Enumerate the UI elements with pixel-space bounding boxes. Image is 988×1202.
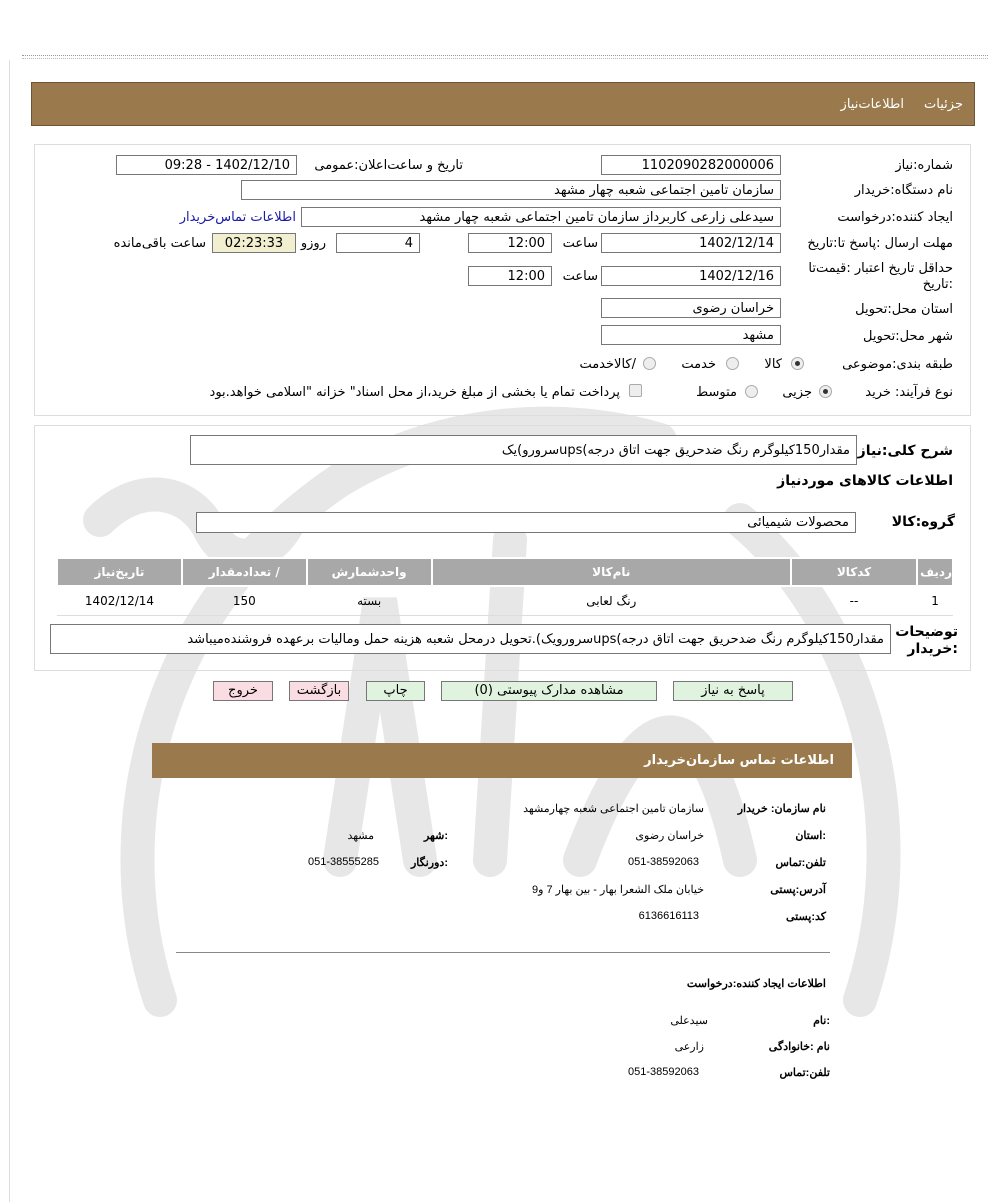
creator-name-label: :نام [813,1015,830,1027]
buyer-notes-field: مقدار150کیلوگرم رنگ ضدحریق جهت اتاق درجه)upsسرورویک).تحویل درمحل شعبه هزینه حمل ومالیات برعهده فروشنده‌میباشد [50,624,891,654]
summary-field: مقدار150کیلوگرم رنگ ضدحریق جهت اتاق درجه)upsسرورو)یک [190,435,857,465]
table-row [57,586,953,616]
validity-time-field: 12:00 [468,266,552,286]
process-medium-radio[interactable] [745,385,758,398]
contact-phone-value: 051-38592063 [628,856,699,868]
contact-postal-label: کد:پستی [785,911,826,923]
goods-table [56,557,954,616]
contact-title: اطلاعات تماس سازمان‌خریدار [644,753,834,768]
cell-quantity: 150 [182,586,307,616]
contact-fax-value: 051-38555285 [308,856,379,868]
contact-postal-value: 6136616113 [638,910,699,922]
days-label: روزو [300,236,326,251]
col-goods-name: نام‌کالا [432,558,791,586]
contact-address-label: آدرس:پستی [770,884,826,896]
category-label: طبقه بندی:موضوعی [842,357,953,372]
need-number-field: 1102090282000006 [601,155,781,175]
validity-time-label: ساعت [562,269,598,284]
category-service-radio[interactable] [726,357,739,370]
contact-phone-label: تلفن:تماس [775,857,826,869]
details-header [31,82,975,126]
cell-need-date: 1402/12/14 [57,586,182,616]
province-label: استان محل:تحویل [855,302,953,317]
remaining-time-field: 02:23:33 [212,233,296,253]
buyer-notes-label-line2: :خریدار [907,641,958,657]
city-label: شهر محل:تحویل [863,329,953,344]
cell-row-number: 1 [917,586,953,616]
back-button[interactable]: بازگشت [289,681,349,701]
contact-address-value: خیابان ملک الشعرا بهار - بین بهار 7 و9 [531,884,704,896]
buyer-org-field: سازمان تامین اجتماعی شعبه چهار مشهد [241,180,781,200]
buyer-contact-link[interactable]: اطلاعات تماس‌خریدار [179,210,296,225]
validity-date-field: 1402/12/16 [601,266,781,286]
contact-org-label: نام سازمان: خریدار [737,803,826,815]
contact-province-value: خراسان رضوی [635,830,704,842]
contact-org-value: سازمان تامین اجتماعی شعبه چهارمشهد [523,803,704,815]
creator-field: سیدعلی زارعی کاربرداز سازمان تامین اجتماعی شعبه چهار مشهد [301,207,781,227]
buyer-notes-label [895,624,958,658]
cell-goods-name: رنگ لعابی [432,586,791,616]
summary-label: شرح کلی:نیاز [857,443,953,459]
need-number-label: شماره:نیاز [895,158,953,173]
col-goods-code: کدکالا [791,558,917,586]
province-field: خراسان رضوی [601,298,781,318]
process-partial-radio[interactable] [819,385,832,398]
process-label: نوع فرآیند: خرید [865,385,953,400]
deadline-label: مهلت ارسال :پاسخ تا:تاریخ [807,236,953,251]
creator-phone-label: تلفن:تماس [779,1067,830,1079]
col-need-date: تاریخ‌نیاز [57,558,182,586]
creator-phone-value: 051-38592063 [628,1066,699,1078]
goods-info-title: اطلاعات کالاهای موردنیاز [777,473,953,489]
validity-label: حداقل تاریخ اعتبار :قیمت‌تا :تاریخ [808,261,953,292]
deadline-time-label: ساعت [562,236,598,251]
city-field: مشهد [601,325,781,345]
creator-info-title: اطلاعات ایجاد کننده:درخواست [686,978,826,990]
col-unit: واحدشمارش [307,558,432,586]
payment-note: پرداخت تمام یا بخشی از مبلغ خرید،از محل اسناد" خزانه "اسلامی خواهد.بود [209,385,620,400]
cell-unit: بسته [307,586,432,616]
category-both-label: /کالاخدمت [579,357,636,372]
process-medium-label: متوسط [696,385,737,400]
creator-family-label: نام :خانوادگی [768,1041,830,1053]
announce-field: 1402/12/10 - 09:28 [116,155,297,175]
deadline-date-field: 1402/12/14 [601,233,781,253]
buyer-org-label: نام دستگاه:خریدار [854,183,953,198]
print-button[interactable]: چاپ [366,681,425,701]
group-label: گروه:کالا [891,514,955,530]
contact-fax-label: :دورنگار [411,857,448,869]
category-goods-label: کالا [764,357,782,372]
tab-details[interactable]: جزئیات [924,97,963,112]
reply-button[interactable]: پاسخ به نیاز [673,681,793,701]
col-quantity: / تعدادمقدار [182,558,307,586]
category-both-radio[interactable] [643,357,656,370]
contact-city-label: :شهر [423,830,448,842]
days-field: 4 [336,233,420,253]
top-divider [22,55,988,56]
creator-name-value: سیدعلی [670,1015,708,1027]
contact-divider [176,952,830,953]
tab-need-info[interactable]: اطلاعات‌نیاز [840,97,904,112]
exit-button[interactable]: خروج [213,681,273,701]
buyer-notes-label-line1: توضیحات [895,624,958,640]
process-partial-label: جزیی [782,385,812,400]
attachments-button[interactable]: مشاهده مدارک پیوستی (0) [441,681,657,701]
top-divider-2 [22,58,988,59]
table-header-row [57,558,953,586]
group-field: محصولات شیمیائی [196,512,856,533]
announce-label: تاریخ و ساعت‌اعلان:عمومی [314,158,463,173]
payment-checkbox[interactable] [629,384,642,397]
category-goods-radio[interactable] [791,357,804,370]
col-row-number: ردیف [917,558,953,586]
left-border [9,60,10,1202]
contact-city-value: مشهد [347,830,374,842]
remaining-label: ساعت باقی‌مانده [113,236,206,251]
creator-label: ایجاد کننده:درخواست [837,210,953,225]
deadline-time-field: 12:00 [468,233,552,253]
contact-title-bar [152,743,852,778]
category-service-label: خدمت [681,357,716,372]
contact-province-label: :استان [795,830,826,842]
cell-goods-code: -- [791,586,917,616]
creator-family-value: زارعی [674,1041,704,1053]
